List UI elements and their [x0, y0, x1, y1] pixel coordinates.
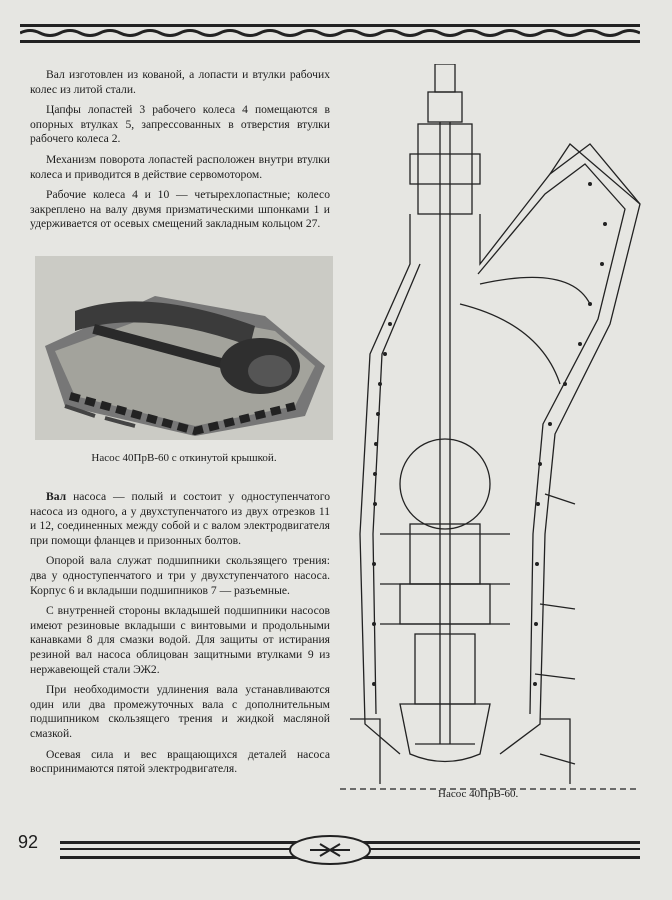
paragraph: Опорой вала служат подшипники скользящего трения: два у одноступенчатого и три у двухступенчатого насоса. Корпус 6 и вкладыши подшипников 7 — разъемные. [30, 554, 330, 597]
paragraph: С внутренней стороны вкладышей подшипники насосов имеют резиновые вкладыши с винтовыми и продольными канавками 8 для смазки водой. Для защиты от истирания резиной вал насоса облицован защитными втулками 9 из нержавеющей стали ЭЖ2. [30, 604, 330, 676]
paragraph-rest: насоса — полый и состоит у одноступенчатого насоса из одного, а у двухступенчатого из двух отрезков 11 и 12, соединенных между собой и с валом электродвигателя при помощи фланцев и призонных болтов. [30, 490, 330, 547]
paragraph: При необходимости удлинения вала устанавливаются один или два промежуточных вала с дополнительным подшипником скользящего трения и жидкой масляной смазкой. [30, 683, 330, 740]
paragraph: Рабочие колеса 4 и 10 — четырехлопастные; колесо закреплено на валу двумя призматическими шпонками 1 и удерживается от осевых смещений закладным кольцом 27. [30, 188, 330, 231]
lead-word: Вал [46, 490, 67, 503]
paragraph [30, 490, 330, 548]
paragraph: Осевая сила и вес вращающихся деталей насоса воспринимаются пятой электродвигателя. [30, 747, 330, 776]
top-text-block [30, 68, 330, 238]
paragraph: Механизм поворота лопастей расположен внутри втулки колеса и приводится в действие сервомотором. [30, 152, 330, 181]
top-ornament-band [20, 22, 640, 46]
bottom-text-block [30, 490, 330, 783]
photo-caption: Насос 40ПрВ-60 с откинутой крышкой. [91, 452, 277, 464]
pump-photo [35, 256, 333, 440]
paragraph: Вал изготовлен из кованой, а лопасти и втулки рабочих колес из литой стали. [30, 68, 330, 96]
drawing-caption: Насос 40ПрВ-60. [438, 788, 519, 800]
paragraph: Цапфы лопастей 3 рабочего колеса 4 помещаются в опорных втулках 5, запрессованных в отверстия втулки рабочего колеса 2. [30, 103, 330, 146]
page-number: 92 [18, 832, 39, 852]
pump-section-drawing [340, 64, 645, 794]
bottom-ornament-band [60, 835, 640, 865]
